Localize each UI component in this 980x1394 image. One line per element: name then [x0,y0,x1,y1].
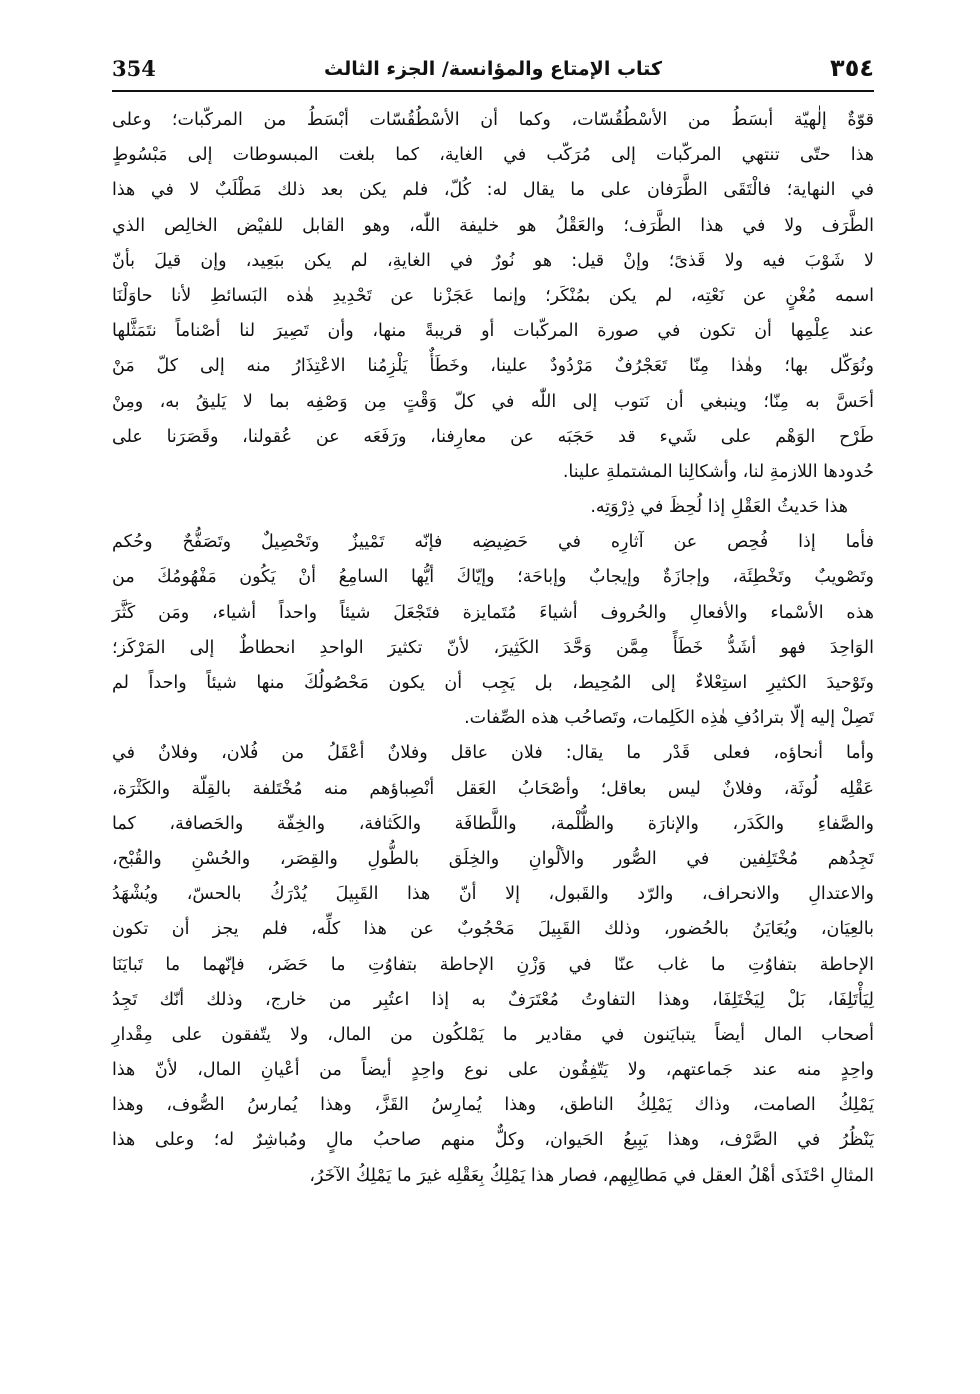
text-line: يَنْظُرُ في الصَّرْف، وهذا يَبِيعُ الحَيوان، وكلٌّ منهم صاحبُ مالٍ ومُباشِرٌ له؛ وعلى هذا [112,1130,874,1151]
text-line: وتَصْويبٌ وتَخْطِئَة، وإجازَةٌ وإيجابٌ وإباحَة؛ وإيّاكَ أيُّها السامِعُ أنْ يَكُون مَفْهُومُكَ من [112,567,874,588]
text-line: أصحاب المال أيضاً يتبايَنون في مقادير ما يَمْلكُون من المال، ولا يتّفقون على مِقْدارِ [112,1024,874,1045]
text-line: الطَّرَف ولا في هذا الطَّرَف؛ والعَقْلُ هو خليفة اللّٰه، وهو القابل للفيْض الخالِص الذي [112,215,874,236]
text-line: هذا حَديثُ العَقْلِ إذا لُحِظَ في ذِرْوَتِه. [590,497,848,518]
text-line: والاعتدالِ والانحراف، والرّد والقَبول، إلا أنّ هذا القَبِيلَ يُدْرَكُ بالحسّ، ويُشْهَدُ [112,884,874,905]
running-title: كتاب الإمتاع والمؤانسة/ الجزء الثالث [324,58,662,80]
paragraph [112,103,874,490]
text-line: لا شَوْبَ فيه ولا قَذىً؛ وإنْ قيل: هو نُورٌ في الغايةِ، لم يكن ببَعِيد، وإن قيلَ بأنّ [112,250,874,271]
text-line: عند عِلْمِها أن تكون في صورة المركّبات أو قريبةً منها، وأن تَصِيرَ لنا أصْناماً نتَمَثَّلها [112,321,874,342]
text-line: الوَاحِدَ فهو أشَدُّ خَطَأً مِمَّن وَحَّدَ الكَثِيرَ، لأنّ تكثيرَ الواحدِ انحطاطٌ إلى المَرْكَز؛ [112,637,874,658]
paragraph [112,490,874,525]
text-line: اسمه مُغْنٍ عن نَعْتِه، لم يكن بمُنْكَر؛ وإنما عَجَزْنا عن تَحْدِيدِ هٰذه البَسائطِ لأنا حاوَلْنَا [112,285,874,306]
text-line: حُدودها اللازمةِ لنا، وأشكالِنا المشتملةِ علينا. [562,461,874,482]
text-line: هذه الأسْماء والأفعالِ والحُروف أشياءَ مُتَمايزة فتَجْعَلَ شيئاً واحداً أشياء، ومَن كَثَّرَ [112,602,874,623]
text-line: وأما أنحاؤه، فعلى قَدْر ما يقال: فلان عاقل وفلانٌ أعْقَلُ من فُلان، وفلانٌ في [112,743,874,764]
text-line: لِيَأْتَلِفَا، بَلْ لِيَخْتَلِفَا، وهذا التفاوتُ مُعْتَرَفٌ به إذا اعتُبِر من خارج، وذلك أنّك تَجِدُ [112,989,874,1010]
text-line: واحِدٍ منه عند جَماعتهم، ولا يَتّفِقُون على نوع واحِدٍ أيضاً من أعْيانِ المال، لأنّ هذا [112,1060,874,1081]
text-line: المثالِ احْتَذَى أهْلُ العقل في مَطالِبِهم، فصار هذا يَمْلِكُ بِعَقْلِه غيرَ ما يَمْلِكُ الآخَرُ، [309,1165,874,1186]
text-line: ونُوَكّل بها؛ وهٰذا مِنّا تَعَجْرُفٌ مَرْدُودٌ علينا، وخَطَأٌ يَلْزِمُنا الاعْتِذَارُ منه إلى كلّ مَنْ [112,356,874,377]
text-line: هذا حتّى تنتهي المركّبات إلى مُرَكّب في الغاية، كما بلغت المبسوطات إلى مَبْسُوطٍ [112,145,874,166]
text-line: بالعِيَان، ويُعَايَنُ بالحُضور، وذلك القَبِيلَ مَحْجُوبٌ عن هذا كلِّه، فلم يجز أن تكون [112,919,874,940]
text-line: تَجِدُهم مُخْتَلِفين في الصُّور والألْوانِ والخِلَق بالطُّولِ والقِصَر، والحُسْنِ والقُبْح، [112,848,874,869]
text-line: أحَسَّ به مِنّا؛ وينبغي أن نَتوب إلى اللّٰه في كلّ وَقْتٍ مِن وَصْفِه بما لا يَليقُ به، ومِنْ [112,391,874,412]
text-line: الإحاطة بتفاوُتِ ما غاب عنّا في وَزْنِ الإحاطة بتفاوُتِ ما حَضَر، فإنّهما ما تَبايَنَا [112,954,874,975]
text-line: يَمْلِكُ الصامت، وذاك يَمْلِكُ الناطق، وهذا يُمارِسُ القَزَّ، وهذا يُمارسُ الصُّوف، وهذا [112,1095,874,1116]
text-line: في النهاية؛ فالْتَقَى الطَّرَفان على ما يقال له: كُلّ، فلم يكن بعد ذلك مَطْلَبٌ لا في هذا [112,180,874,201]
paragraph [112,736,874,1193]
text-line: وتَوْحيدَ الكثيرِ استِعْلاءٌ إلى المُحِيط، بل يَجِب أن يكون مَحْصُولُكَ منها شيئاً واحداً لم [112,673,874,693]
page-number-latin: 354 [112,56,156,81]
text-line: والصَّفاءِ والكَدَر، والإنارَة والظُّلْمة، واللَّطافَة والكَثافة، والخِفّة والحَصافة، كما [112,813,874,834]
main-text [112,103,874,1194]
page-header [112,50,874,92]
text-line: عَقْلِه لُوثَة، وفلانٌ ليس بعاقل؛ وأصْحَابُ العَقل أنْصِباؤهم منه مُخْتَلفة بالقِلّة والكَثْرَة، [112,778,874,799]
text-line: فأما إذا فُحِص عن آثارِه في حَضِيضِه فإنّه تَمْييزٌ وتَحْصِيلٌ وتَصَفُّحٌ وحُكم [112,532,874,553]
text-line: تَصِلْ إليه إلّا بترادُفِ هٰذِه الكَلِمات، وتَصاحُب هذه الصِّفات. [464,708,874,729]
text-line: قوّةٌ إلٰهيّة أبسَطُ من الأسْطُقُسّات، وكما أن الأسْطُقُسّات أبْسَطُ من المركّبات؛ وعلى [112,110,874,130]
page-number-arabic: ٣٥٤ [830,54,874,82]
paragraph [112,525,874,736]
text-line: طَرْح الوَهْم على شَيء قد حَجَبَه عن معارِفنا، ورَفَعَه عن عُقولنا، وقَصَرَنا على [112,426,874,447]
